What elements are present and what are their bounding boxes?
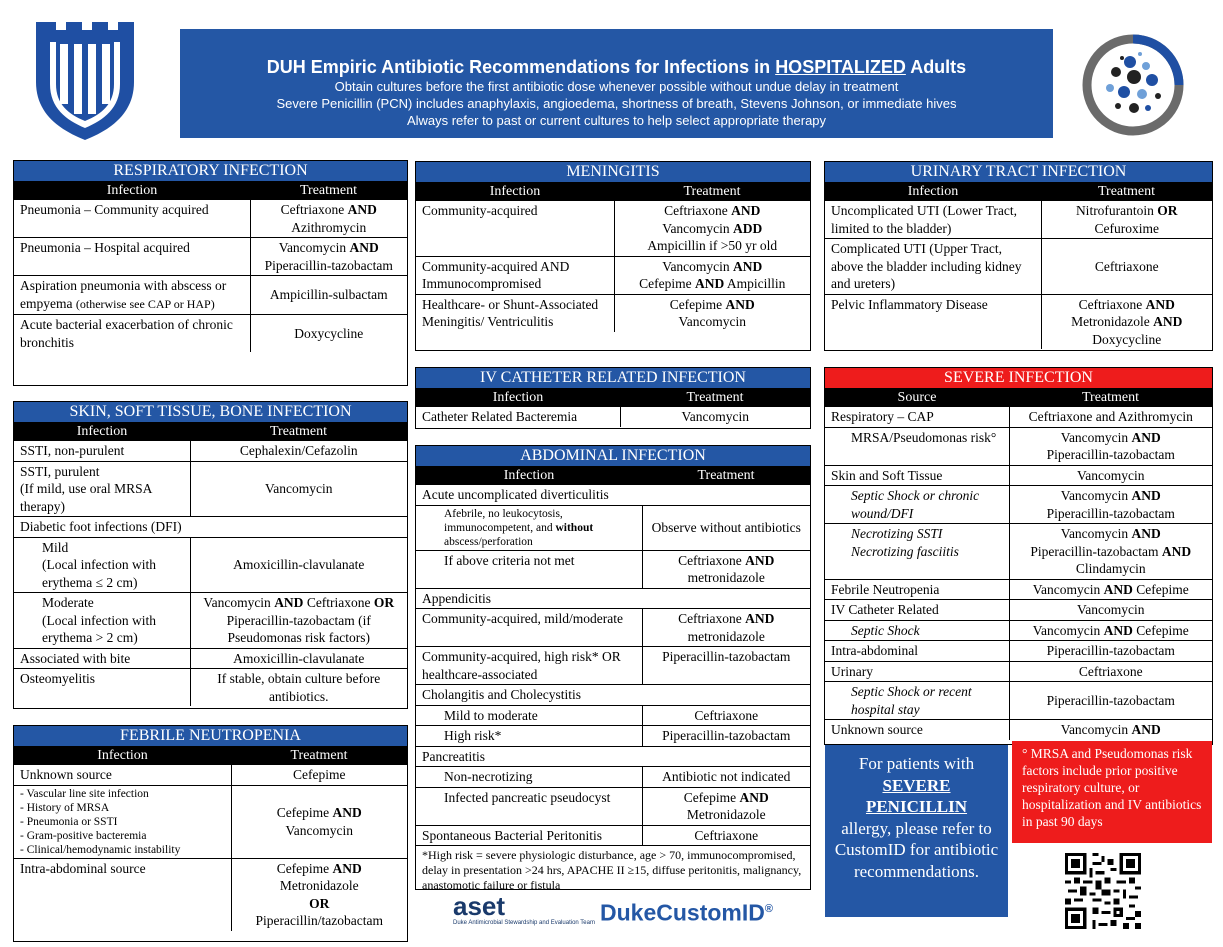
- treatment-cell: Cefepime: [231, 765, 407, 786]
- section-cell: Cholangitis and Cholecystitis: [416, 685, 810, 706]
- table-row: [416, 746, 810, 767]
- severe-table: [825, 389, 1212, 740]
- duke-shield-logo: [36, 22, 134, 140]
- treatment-cell: Vancomycin AND Piperacillin-tazobactam AND Clindamycin: [1009, 524, 1212, 580]
- treatment-cell: Vancomycin AND Piperacillin-tazobactam: [250, 238, 407, 276]
- table-row: [14, 669, 407, 707]
- febrile-panel: [13, 725, 408, 942]
- section-cell: Appendicitis: [416, 588, 810, 609]
- table-row: [14, 200, 407, 238]
- source-cell: Unknown source: [825, 720, 1009, 740]
- infection-cell: Mild (Local infection with erythema ≤ 2 cm): [14, 537, 190, 593]
- treatment-cell: Vancomycin: [190, 461, 407, 517]
- infection-cell: Pneumonia – Hospital acquired: [14, 238, 250, 276]
- table-row: [825, 239, 1212, 295]
- treatment-cell: Doxycycline: [250, 315, 407, 353]
- col-header-infection: Infection: [825, 183, 1041, 201]
- source-cell: Septic Shock: [825, 620, 1009, 641]
- col-header-source: Source: [825, 389, 1009, 407]
- infection-cell: Community-acquired AND Immunocompromised: [416, 256, 614, 294]
- febrile-table: [14, 747, 407, 931]
- table-row: [825, 294, 1212, 349]
- treatment-cell: Vancomycin AND Cefepime: [1009, 579, 1212, 600]
- table-row: [416, 647, 810, 685]
- source-cell: Respiratory – CAP: [825, 407, 1009, 428]
- abdominal-panel: [415, 445, 811, 890]
- treatment-cell: Ceftriaxone and Azithromycin: [1009, 407, 1212, 428]
- infection-cell: Spontaneous Bacterial Peritonitis: [416, 825, 642, 845]
- table-row: [14, 276, 407, 315]
- source-cell: MRSA/Pseudomonas risk°: [825, 427, 1009, 465]
- infection-cell: Community-acquired, mild/moderate: [416, 609, 642, 647]
- aset-tagline: Duke Antimicrobial Stewardship and Evaluation Team: [453, 920, 595, 926]
- table-row: [825, 524, 1212, 580]
- treatment-cell: Vancomycin AND Ceftriaxone OR Piperacillin-tazobactam (if Pseudomonas risk factors): [190, 593, 407, 649]
- treatment-cell: Vancomycin AND Piperacillin-tazobactam: [1009, 427, 1212, 465]
- table-row: [416, 609, 810, 647]
- table-row: [14, 238, 407, 276]
- section-cell: Pancreatitis: [416, 746, 810, 767]
- treatment-cell: Ceftriaxone AND metronidazole: [642, 550, 810, 588]
- infection-cell: Community-acquired: [416, 201, 614, 257]
- col-header-treatment: Treatment: [614, 183, 810, 201]
- table-row: [416, 825, 810, 845]
- col-header-infection: Infection: [14, 423, 190, 441]
- col-header-treatment: Treatment: [620, 389, 810, 407]
- table-row: [14, 517, 407, 538]
- table-row: [416, 201, 810, 257]
- febrile-title: FEBRILE NEUTROPENIA: [14, 726, 407, 747]
- treatment-cell: Cefepime AND Vancomycin: [614, 294, 810, 332]
- qr-code[interactable]: [1065, 853, 1141, 929]
- table-row: [825, 486, 1212, 524]
- col-header-infection: Infection: [416, 467, 642, 485]
- infection-cell: Associated with bite: [14, 648, 190, 669]
- infection-cell: Acute bacterial exacerbation of chronic bronchitis: [14, 315, 250, 353]
- page-title: DUH Empiric Antibiotic Recommendations for Infections in HOSPITALIZED Adults: [266, 57, 967, 77]
- treatment-cell: Vancomycin AND Cefepime AND Ampicillin: [614, 256, 810, 294]
- meningitis-title: MENINGITIS: [416, 162, 810, 183]
- col-header-treatment: Treatment: [190, 423, 407, 441]
- respiratory-title: RESPIRATORY INFECTION: [14, 161, 407, 182]
- col-header-infection: Infection: [416, 183, 614, 201]
- table-row: [825, 600, 1212, 621]
- source-cell: Septic Shock or recent hospital stay: [825, 682, 1009, 720]
- treatment-cell: If stable, obtain culture before antibiotics.: [190, 669, 407, 707]
- table-row: [416, 588, 810, 609]
- treatment-cell: Vancomycin AND Cefepime: [1009, 620, 1212, 641]
- treatment-cell: Ceftriaxone: [1041, 239, 1212, 295]
- treatment-cell: Vancomycin: [1009, 600, 1212, 621]
- infection-cell: Osteomyelitis: [14, 669, 190, 707]
- table-row: [416, 485, 810, 506]
- skin-title: SKIN, SOFT TISSUE, BONE INFECTION: [14, 402, 407, 423]
- infection-cell: Intra-abdominal source: [14, 858, 231, 931]
- catheter-table: [416, 389, 810, 427]
- severe-panel: [824, 367, 1213, 745]
- treatment-cell: Cefepime AND Vancomycin: [231, 785, 407, 858]
- table-row: [416, 294, 810, 332]
- source-cell: Intra-abdominal: [825, 641, 1009, 662]
- treatment-cell: Ceftriaxone: [642, 825, 810, 845]
- respiratory-panel: [13, 160, 408, 386]
- treatment-cell: Ampicillin-sulbactam: [250, 276, 407, 315]
- high-risk-note: *High risk = severe physiologic disturbance, age > 70, immunocompromised, delay in presentation >24 hrs, APACHE II ≥15, diffuse peritonitis, malignancy, anastomotic failure or fistula: [416, 845, 810, 895]
- section-cell: Acute uncomplicated diverticulitis: [416, 485, 810, 506]
- severe-title: SEVERE INFECTION: [825, 368, 1212, 389]
- treatment-cell: Vancomycin AND: [1009, 720, 1212, 740]
- infection-cell: Infected pancreatic pseudocyst: [416, 787, 642, 825]
- title-banner: [180, 29, 1053, 138]
- table-row: [14, 648, 407, 669]
- abdominal-title: ABDOMINAL INFECTION: [416, 446, 810, 467]
- uti-title: URINARY TRACT INFECTION: [825, 162, 1212, 183]
- mrsa-risk-note: ° MRSA and Pseudomonas risk factors include prior positive respiratory culture, or hospitalization and IV antibiotics in past 90 days: [1012, 741, 1212, 843]
- table-row: [825, 201, 1212, 239]
- infection-cell: SSTI, purulent (If mild, use oral MRSA therapy): [14, 461, 190, 517]
- infection-cell: Mild to moderate: [416, 705, 642, 726]
- pcn-line-1: For patients with: [858, 754, 975, 773]
- infection-cell: Community-acquired, high risk* OR healthcare-associated: [416, 647, 642, 685]
- catheter-panel: [415, 367, 811, 429]
- meningitis-panel: [415, 161, 811, 351]
- infection-cell: Healthcare- or Shunt-Associated Meningitis/ Ventriculitis: [416, 294, 614, 332]
- infection-cell: Uncomplicated UTI (Lower Tract, limited to the bladder): [825, 201, 1041, 239]
- table-row: [14, 441, 407, 462]
- table-row: [14, 765, 407, 786]
- table-row: [416, 705, 810, 726]
- source-cell: IV Catheter Related: [825, 600, 1009, 621]
- treatment-cell: Piperacillin-tazobactam: [642, 647, 810, 685]
- source-cell: Urinary: [825, 661, 1009, 682]
- skin-panel: [13, 401, 408, 709]
- treatment-cell: Ceftriaxone AND Azithromycin: [250, 200, 407, 238]
- table-row: [14, 593, 407, 649]
- aset-logo: [453, 892, 595, 927]
- source-cell: Skin and Soft Tissue: [825, 465, 1009, 486]
- pcn-line-4: allergy, please refer to CustomID for antibiotic recommendations.: [834, 818, 999, 881]
- uti-table: [825, 183, 1212, 349]
- aset-wordmark: aset: [453, 891, 506, 921]
- infection-cell: Non-necrotizing: [416, 767, 642, 788]
- infection-cell: Complicated UTI (Upper Tract, above the bladder including kidney and ureters): [825, 239, 1041, 295]
- infection-cell: Afebrile, no leukocytosis, immunocompetent, and without abscess/perforation: [416, 505, 642, 550]
- treatment-cell: Vancomycin: [1009, 465, 1212, 486]
- respiratory-table: [14, 182, 407, 352]
- table-row: [416, 685, 810, 706]
- infection-cell: Unknown source: [14, 765, 231, 786]
- catheter-title: IV CATHETER RELATED INFECTION: [416, 368, 810, 389]
- meningitis-table: [416, 183, 810, 332]
- source-cell: Febrile Neutropenia: [825, 579, 1009, 600]
- table-row: [14, 461, 407, 517]
- subtitle-line-2: Severe Penicillin (PCN) includes anaphylaxis, angioedema, shortness of breath, Stevens Johnson, or immediate hives: [276, 96, 957, 111]
- table-row: [14, 537, 407, 593]
- treatment-cell: Cephalexin/Cefazolin: [190, 441, 407, 462]
- treatment-cell: Amoxicillin-clavulanate: [190, 537, 407, 593]
- col-header-infection: Infection: [416, 389, 620, 407]
- treatment-cell: Cefepime AND Metronidazole: [642, 787, 810, 825]
- col-header-treatment: Treatment: [231, 747, 407, 765]
- aset-circle-logo: [1080, 32, 1186, 138]
- treatment-cell: Ceftriaxone AND Vancomycin ADD Ampicillin if >50 yr old: [614, 201, 810, 257]
- treatment-cell: Ceftriaxone: [642, 705, 810, 726]
- infection-cell: Pelvic Inflammatory Disease: [825, 294, 1041, 349]
- treatment-cell: Piperacillin-tazobactam: [642, 726, 810, 747]
- table-row: [825, 465, 1212, 486]
- treatment-cell: Ceftriaxone AND Metronidazole AND Doxycycline: [1041, 294, 1212, 349]
- uti-panel: [824, 161, 1213, 351]
- table-row: [825, 720, 1212, 740]
- treatment-cell: Cefepime AND Metronidazole OR Piperacillin/tazobactam: [231, 858, 407, 931]
- section-cell: Diabetic foot infections (DFI): [14, 517, 407, 538]
- infection-cell: Catheter Related Bacteremia: [416, 407, 620, 427]
- col-header-infection: Infection: [14, 747, 231, 765]
- subtitle-line-3: Always refer to past or current cultures to help select appropriate therapy: [406, 113, 827, 128]
- table-row: [825, 641, 1212, 662]
- pcn-severe: SEVERE: [882, 775, 951, 795]
- source-cell: Necrotizing SSTI Necrotizing fasciitis: [825, 524, 1009, 580]
- col-header-treatment: Treatment: [250, 182, 407, 200]
- table-row: [416, 256, 810, 294]
- severe-pcn-callout: [825, 745, 1008, 917]
- infection-cell: Moderate (Local infection with erythema > 2 cm): [14, 593, 190, 649]
- treatment-cell: Observe without antibiotics: [642, 505, 810, 550]
- table-row: [416, 726, 810, 747]
- subtitle-line-1: Obtain cultures before the first antibiotic dose whenever possible without undue delay in treatment: [334, 79, 899, 94]
- col-header-treatment: Treatment: [1009, 389, 1212, 407]
- table-row: [416, 767, 810, 788]
- table-row: [825, 427, 1212, 465]
- treatment-cell: Nitrofurantoin OR Cefuroxime: [1041, 201, 1212, 239]
- source-cell: Septic Shock or chronic wound/DFI: [825, 486, 1009, 524]
- treatment-cell: Ceftriaxone AND metronidazole: [642, 609, 810, 647]
- table-row: [14, 858, 407, 931]
- skin-table: [14, 423, 407, 706]
- treatment-cell: Amoxicillin-clavulanate: [190, 648, 407, 669]
- table-row: [14, 315, 407, 353]
- infection-cell: Aspiration pneumonia with abscess or empyema (otherwise see CAP or HAP): [14, 276, 250, 315]
- treatment-cell: Piperacillin-tazobactam: [1009, 682, 1212, 720]
- col-header-treatment: Treatment: [1041, 183, 1212, 201]
- infection-cell: SSTI, non-purulent: [14, 441, 190, 462]
- treatment-cell: Antibiotic not indicated: [642, 767, 810, 788]
- abdominal-table: [416, 467, 810, 845]
- table-row: [416, 505, 810, 550]
- pcn-penicillin: PENICILLIN: [865, 797, 968, 816]
- treatment-cell: Vancomycin: [620, 407, 810, 427]
- table-row: [416, 407, 810, 427]
- table-row: [825, 661, 1212, 682]
- table-row: [825, 579, 1212, 600]
- treatment-cell: Piperacillin-tazobactam: [1009, 641, 1212, 662]
- table-row: [14, 785, 407, 858]
- treatment-cell: Ceftriaxone: [1009, 661, 1212, 682]
- infection-cell: High risk*: [416, 726, 642, 747]
- table-row: [416, 787, 810, 825]
- table-row: [825, 682, 1212, 720]
- table-row: [825, 407, 1212, 428]
- table-row: [825, 620, 1212, 641]
- infection-cell: - Vascular line site infection - History of MRSA - Pneumonia or SSTI - Gram-positive bacteremia - Clinical/hemodynamic instability: [14, 785, 231, 858]
- col-header-treatment: Treatment: [642, 467, 810, 485]
- duke-customid-logo: DukeCustomID®: [600, 899, 773, 926]
- treatment-cell: Vancomycin AND Piperacillin-tazobactam: [1009, 486, 1212, 524]
- table-row: [416, 550, 810, 588]
- col-header-infection: Infection: [14, 182, 250, 200]
- infection-cell: If above criteria not met: [416, 550, 642, 588]
- infection-cell: Pneumonia – Community acquired: [14, 200, 250, 238]
